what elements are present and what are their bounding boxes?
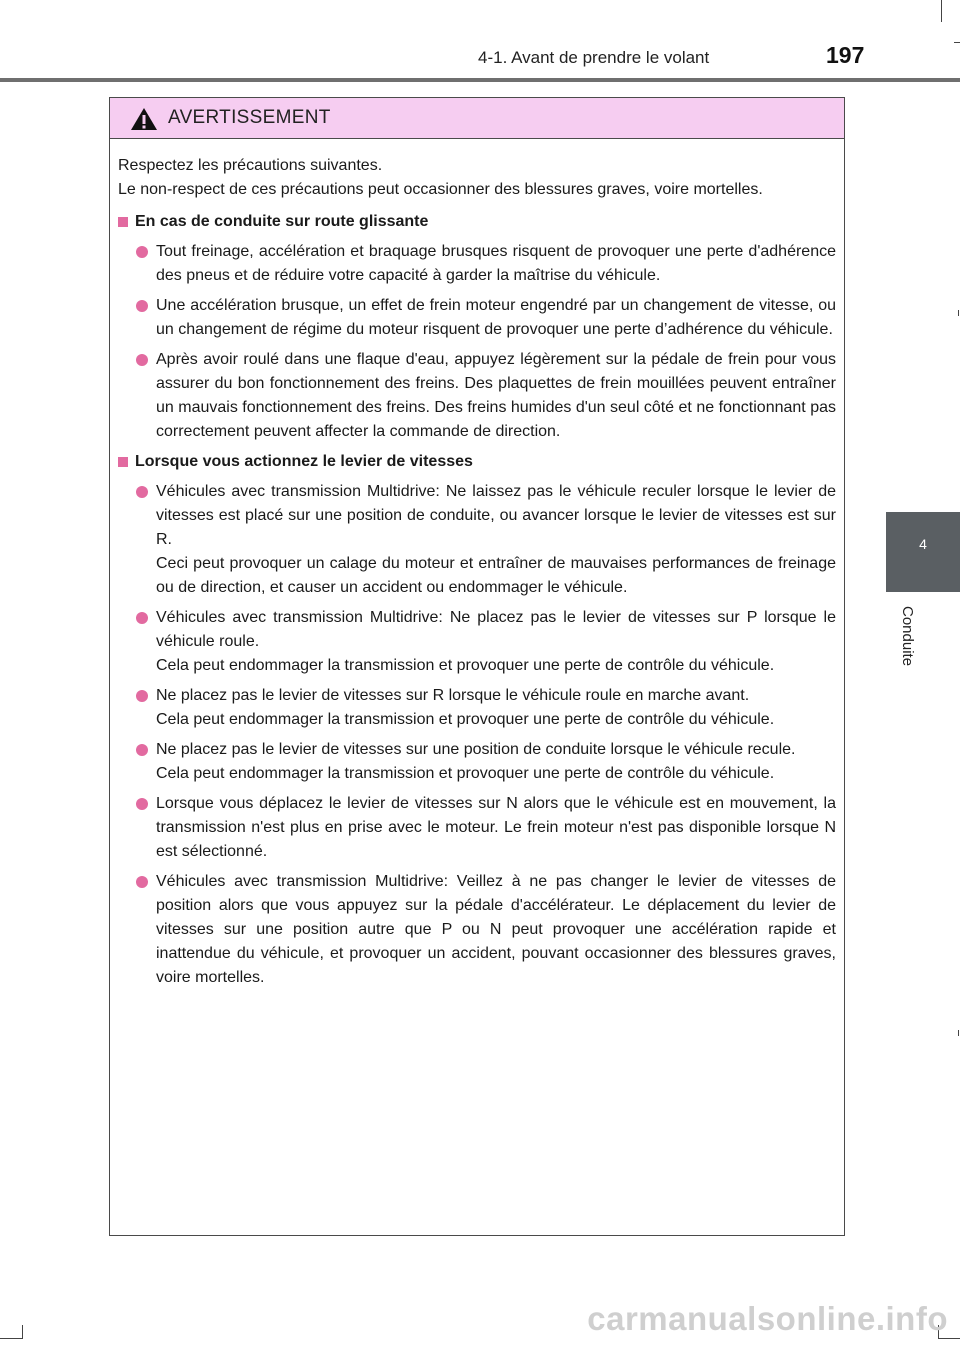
bullet-text: Cela peut endommager la transmission et provoquer une perte de contrôle du véhicule.	[156, 711, 775, 728]
section-levier	[118, 450, 836, 474]
warning-title: AVERTISSEMENT	[168, 107, 331, 128]
header-rule	[0, 78, 960, 82]
chapter-number: 4	[919, 536, 927, 552]
section-heading	[118, 210, 836, 234]
section-title: 4-1. Avant de prendre le volant	[478, 48, 710, 67]
bullet-text: Véhicules avec transmission Multidrive: Veillez à ne pas changer le levier de vitesses de position alors que vous appuyez sur la pédale d'accélérateur. Le déplacement du levier de vitesses sur une position autre que P ou N peut provoquer une accélération rapide et inattendue du véhicule, et provoquer un accident, pouvant occasionner des blessures graves, voire mortelles.	[156, 873, 836, 986]
section-heading	[118, 450, 836, 474]
watermark: carmanualsonline.info	[587, 1300, 948, 1337]
circle-bullet-icon	[136, 612, 148, 624]
section-title-text: En cas de conduite sur route glissante	[135, 213, 429, 230]
bullet-text: Lorsque vous déplacez le levier de vitesses sur N alors que le véhicule est en mouvement, la transmission n'est plus en prise avec le moteur. Le frein moteur n'est pas disponible lorsque N est sélectionné.	[156, 795, 836, 860]
list-item	[136, 480, 836, 600]
intro-line: Le non-respect de ces précautions peut occasionner des blessures graves, voire mortelles.	[118, 181, 763, 198]
intro-line: Respectez les précautions suivantes.	[118, 157, 383, 174]
list-item	[136, 294, 836, 342]
page-number: 197	[826, 42, 865, 68]
bullet-text: Ne placez pas le levier de vitesses sur une position de conduite lorsque le véhicule recule.	[156, 741, 796, 758]
list-item	[136, 870, 836, 990]
warning-header	[110, 98, 844, 139]
circle-bullet-icon	[136, 744, 148, 756]
bullet-text: Véhicules avec transmission Multidrive: Ne laissez pas le véhicule reculer lorsque le levier de vitesses est placé sur une position de conduite, ou avancer lorsque le levier de vitesses est sur R.	[156, 483, 836, 548]
square-bullet-icon	[118, 457, 128, 467]
warning-box	[109, 97, 845, 1236]
circle-bullet-icon	[136, 354, 148, 366]
list-item	[136, 348, 836, 444]
section-title-text: Lorsque vous actionnez le levier de vitesses	[135, 453, 473, 470]
chapter-label: Conduite	[899, 606, 916, 667]
bullet-text: Cela peut endommager la transmission et provoquer une perte de contrôle du véhicule.	[156, 765, 775, 782]
circle-bullet-icon	[136, 690, 148, 702]
crop-mark	[941, 0, 942, 22]
list-item	[136, 240, 836, 288]
crop-mark	[0, 1338, 22, 1339]
crop-mark	[954, 42, 960, 43]
circle-bullet-icon	[136, 876, 148, 888]
bullet-text: Véhicules avec transmission Multidrive: Ne placez pas le levier de vitesses sur P lorsque le véhicule roule.	[156, 609, 836, 650]
bullet-text: Une accélération brusque, un effet de frein moteur engendré par un changement de vitesse, ou un changement de régime du moteur risquent de provoquer une perte d’adhérence du véhicule.	[156, 297, 836, 338]
circle-bullet-icon	[136, 798, 148, 810]
circle-bullet-icon	[136, 300, 148, 312]
list-item	[136, 792, 836, 864]
warning-body	[118, 154, 836, 996]
crop-mark	[958, 1030, 959, 1036]
chapter-tab	[886, 512, 960, 592]
crop-mark	[22, 1325, 23, 1339]
list-item	[136, 738, 836, 786]
list-item	[136, 606, 836, 678]
bullet-text: Ne placez pas le levier de vitesses sur R lorsque le véhicule roule en marche avant.	[156, 687, 750, 704]
bullet-text: Après avoir roulé dans une flaque d'eau, appuyez légèrement sur la pédale de frein pour vous assurer du bon fonctionnement des freins. Des plaquettes de frein mouillées peuvent entraîner un mauvais fonctionnement des freins. Des freins humides d'un seul côté et ne fonctionnant pas correctement peuvent affecter la commande de direction.	[156, 351, 836, 440]
list-item	[136, 684, 836, 732]
circle-bullet-icon	[136, 486, 148, 498]
crop-mark	[938, 1338, 960, 1339]
warning-triangle-icon	[130, 107, 158, 136]
warning-intro	[118, 154, 836, 202]
circle-bullet-icon	[136, 246, 148, 258]
section-glissante	[118, 210, 836, 234]
square-bullet-icon	[118, 217, 128, 227]
bullet-text: Tout freinage, accélération et braquage brusques risquent de provoquer une perte d'adhérence des pneus et de réduire votre capacité à garder la maîtrise du véhicule.	[156, 243, 836, 284]
bullet-text: Ceci peut provoquer un calage du moteur et entraîner de mauvaises performances de freinage ou de direction, et causer un accident ou endommager le véhicule.	[156, 555, 836, 596]
crop-mark	[958, 310, 959, 316]
bullet-text: Cela peut endommager la transmission et provoquer une perte de contrôle du véhicule.	[156, 657, 775, 674]
